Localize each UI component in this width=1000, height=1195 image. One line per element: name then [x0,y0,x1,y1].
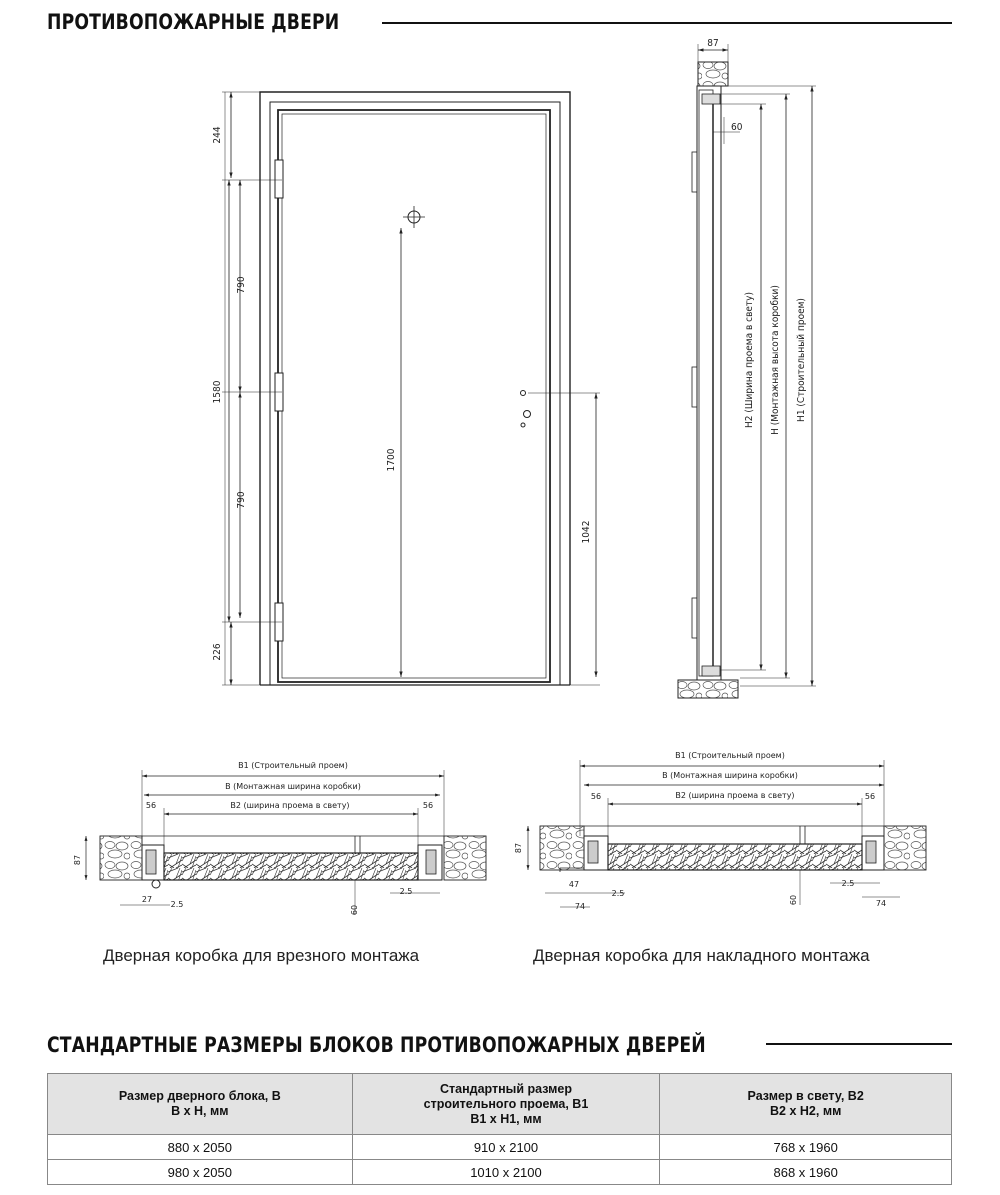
header-opening-size [352,1074,660,1135]
header-text: Размер в свету, B2 [747,1089,864,1103]
dim-1042: 1042 [581,520,592,544]
header-text: B2 x H2, мм [770,1104,842,1118]
dim-47-right: 47 [568,880,580,889]
dim-87-right: 87 [514,842,523,854]
label-h: H (Монтажная высота коробки) [770,285,781,435]
dim-60-left: 60 [350,904,359,916]
sizes-table [47,1073,952,1185]
header-block-size [48,1074,353,1135]
dim-25-right-a: 2.5 [611,889,625,898]
label-b-right: B (Монтажная ширина коробки) [662,771,798,780]
dim-790-upper: 790 [236,276,247,294]
label-b2-right: B2 (ширина проема в свету) [675,791,795,800]
header-text: Размер дверного блока, B [118,1089,281,1103]
caption-mortise: Дверная коробка для врезного монтажа [103,946,420,965]
dim-27-left: 27 [141,895,153,904]
dim-87-left: 87 [73,854,82,866]
label-h2: H2 (Ширина проема в свету) [744,292,755,428]
table-title: СТАНДАРТНЫЕ РАЗМЕРЫ БЛОКОВ ПРОТИВОПОЖАРНЫХ ДВЕРЕЙ [47,1033,706,1057]
label-b-left: B (Монтажная ширина коробки) [225,782,361,791]
header-text: строительного проема, B1 [423,1096,589,1111]
dim-790-lower: 790 [236,491,247,509]
page-title: ПРОТИВОПОЖАРНЫЕ ДВЕРИ [47,10,340,34]
door-side-view [678,62,738,698]
header-text: B1 x H1, мм [470,1111,542,1126]
dim-1700: 1700 [386,448,397,472]
header-text: Стандартный размер [439,1081,572,1096]
table-cell: 980 x 2050 [48,1160,353,1185]
label-b2-left: B2 (ширина проема в свету) [230,801,350,810]
dim-60-right: 60 [789,894,798,906]
section-mortise [100,836,486,888]
dim-1580: 1580 [212,380,223,404]
table-title-rule [766,1043,952,1045]
table-cell: 880 x 2050 [48,1135,353,1160]
caption-overlay: Дверная коробка для накладного монтажа [533,946,870,965]
header-text: B x H, мм [171,1104,229,1118]
table-row [48,1160,952,1185]
dim-74-right-a: 74 [574,902,586,911]
dim-25-right-b: 2.5 [841,879,855,888]
table-header-row [48,1074,952,1135]
dim-60-side: 60 [731,122,743,133]
label-h1: H1 (Строительный проем) [796,298,807,422]
dim-25-left-a: 2.5 [170,900,184,909]
label-b1-left: B1 (Строительный проем) [238,761,348,770]
section-overlay [540,826,926,872]
dim-56-right-a: 56 [590,792,602,801]
header-clear-size [660,1074,952,1135]
dim-56-left-b: 56 [422,801,434,810]
dim-56-left-a: 56 [145,801,157,810]
table-cell: 768 x 1960 [660,1135,952,1160]
table-row [48,1135,952,1160]
table-cell: 910 x 2100 [352,1135,660,1160]
dim-25-left-b: 2.5 [399,887,413,896]
table-cell: 1010 x 2100 [352,1160,660,1185]
table-cell: 868 x 1960 [660,1160,952,1185]
label-b1-right: B1 (Строительный проем) [675,751,785,760]
dim-244: 244 [212,126,223,144]
door-front-view [260,92,570,685]
dim-226: 226 [212,643,223,661]
dim-56-right-b: 56 [864,792,876,801]
dim-87-side: 87 [707,38,719,49]
dim-74-right-b: 74 [875,899,887,908]
